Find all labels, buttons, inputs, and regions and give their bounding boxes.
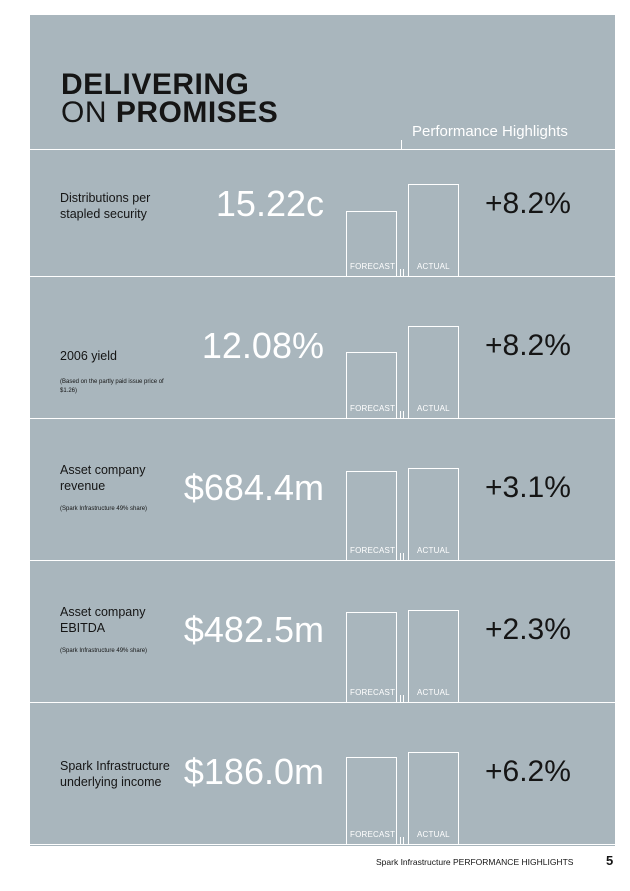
forecast-label: FORECAST [350,404,396,413]
footer-text: Spark Infrastructure PERFORMANCE HIGHLIGHTS [376,857,574,867]
bar-divider-tick [403,269,404,276]
forecast-label: FORECAST [350,830,396,839]
metric-value: 15.22c [215,183,324,224]
actual-label: ACTUAL [417,404,450,413]
actual-label: ACTUAL [417,830,450,839]
page-title [61,68,279,129]
metric-value: $186.0m [183,751,324,792]
metric-label: 2006 yield [60,349,117,363]
section-subtitle: Performance Highlights [412,123,568,140]
metric-label: Asset company EBITDA [60,605,146,635]
metric-note: (Spark Infrastructure 49% share) [60,506,148,512]
actual-label: ACTUAL [417,546,450,555]
metric-change: +6.2% [485,755,571,788]
forecast-label: FORECAST [350,546,396,555]
forecast-label: FORECAST [350,688,396,697]
highlight-row [30,562,615,703]
bar-divider-tick [403,695,404,702]
metric-value: 12.08% [201,325,324,366]
page-number: 5 [606,853,614,868]
metric-change: +3.1% [485,471,571,504]
bar-divider-tick [400,837,401,844]
highlight-row [30,704,615,845]
bar-divider-tick [403,553,404,560]
highlight-row [30,278,615,419]
metric-change: +2.3% [485,613,571,646]
actual-label: ACTUAL [417,262,450,271]
highlight-row [30,136,615,277]
metric-change: +8.2% [485,187,571,220]
highlights-panel [30,15,615,846]
bar-divider-tick [400,695,401,702]
title-line-2-bold: PROMISES [115,96,279,129]
metric-value: $482.5m [183,609,324,650]
bar-divider-tick [400,411,401,418]
metric-value: $684.4m [183,467,324,508]
bar-divider-tick [400,269,401,276]
bar-divider-tick [403,411,404,418]
bar-divider-tick [400,553,401,560]
metric-label: Asset company revenue [60,463,146,493]
title-line-1: DELIVERING [61,68,250,101]
actual-label: ACTUAL [417,688,450,697]
metric-change: +8.2% [485,329,571,362]
bar-divider-tick [403,837,404,844]
metric-note: (Based on the partly paid issue price of $1.26) [60,379,164,394]
highlight-row [30,420,615,561]
metric-label: Distributions per stapled security [60,191,151,221]
metric-note: (Spark Infrastructure 49% share) [60,648,148,654]
forecast-label: FORECAST [350,262,396,271]
title-line-2-light: ON [61,96,107,129]
metric-label: Spark Infrastructure underlying income [60,759,170,789]
